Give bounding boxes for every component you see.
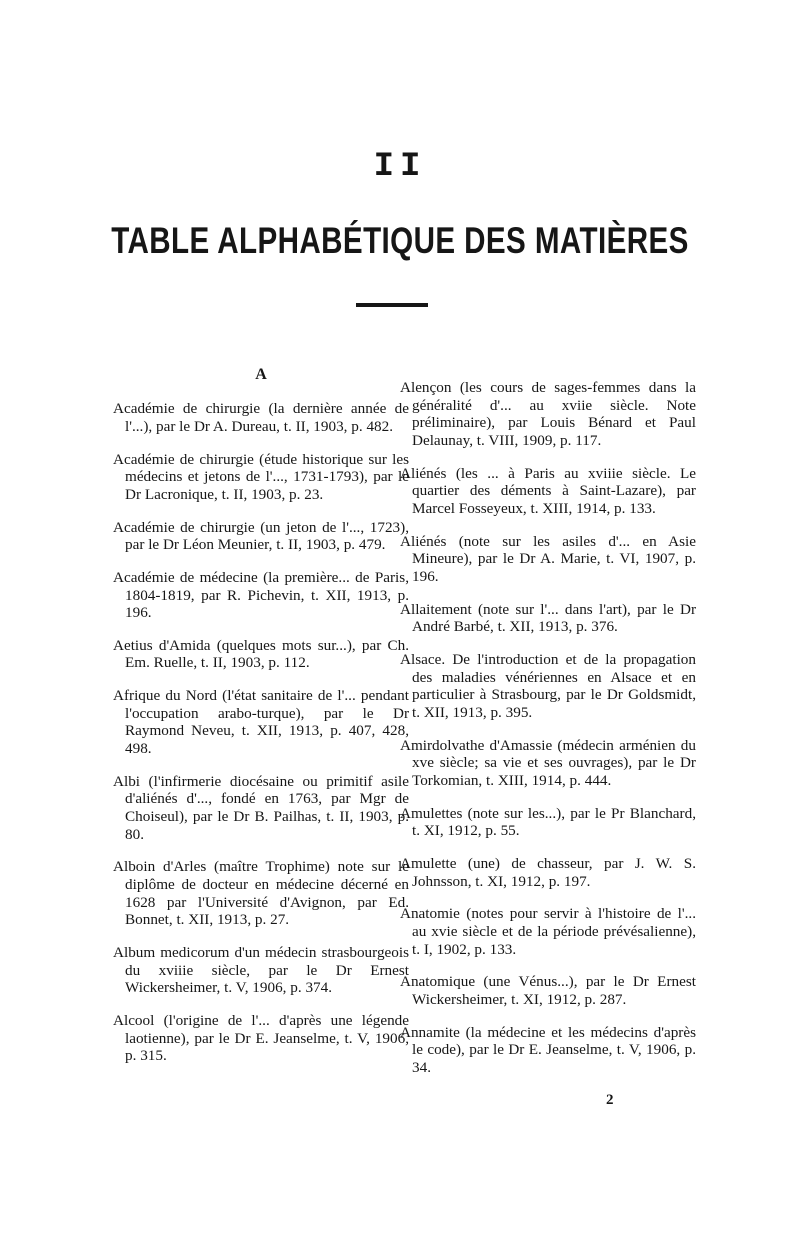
index-entry: Alcool (l'origine de l'... d'après une légende laotienne), par le Dr E. Jeanselme, t. V, 1906, p. 315. bbox=[113, 1011, 409, 1065]
right-column bbox=[400, 364, 696, 1082]
index-entry: Aliénés (les ... à Paris au xviiie siècle. Le quartier des déments à Saint-Lazare), par Marcel Fosseyeux, t. XIII, 1914, p. 133. bbox=[400, 464, 696, 517]
index-entry: Alençon (les cours de sages-femmes dans la généralité d'... au xviie siècle. Note préliminaire), par Louis Bénard et Paul Delaunay, t. VIII, 1909, p. 117. bbox=[400, 379, 696, 449]
index-entry: Afrique du Nord (l'état sanitaire de l'... pendant l'occupation arabo-turque), par le Dr Raymond Neveu, t. XII, 1913, p. 407, 428, 498. bbox=[113, 687, 409, 758]
index-entry: Anatomie (notes pour servir à l'histoire de l'... au xvie siècle et de la période prévésalienne), t. I, 1902, p. 133. bbox=[400, 905, 696, 958]
index-entry: Alsace. De l'introduction et de la propagation des maladies vénériennes en Alsace et en particulier à Strasbourg, par le Dr Goldsmidt, t. XII, 1913, p. 395. bbox=[400, 651, 696, 721]
index-entry: Amirdolvathe d'Amassie (médecin arménien du xve siècle; sa vie et ses ouvrages), par le Dr Torkomian, t. XIII, 1914, p. 444. bbox=[400, 736, 696, 789]
index-entry: Amulettes (note sur les...), par le Pr Blanchard, t. XI, 1912, p. 55. bbox=[400, 804, 696, 840]
index-entry: Aetius d'Amida (quelques mots sur...), par Ch. Em. Ruelle, t. II, 1903, p. 112. bbox=[113, 636, 409, 672]
index-entry: Académie de chirurgie (étude historique sur les médecins et jetons de l'..., 1731-1793), par le Dr Lacronique, t. II, 1903, p. 23. bbox=[113, 450, 409, 503]
index-entry: Annamite (la médecine et les médecins d'après le code), par le Dr E. Jeanselme, t. V, 1906, p. 34. bbox=[400, 1023, 696, 1076]
left-column bbox=[113, 364, 409, 1071]
index-entry: Album medicorum d'un médecin strasbourgeois du xviiie siècle, par le Dr Ernest Wickersheimer, t. V, 1906, p. 374. bbox=[113, 943, 409, 997]
page-number: 2 bbox=[606, 1092, 614, 1108]
index-entry: Académie de médecine (la première... de Paris, 1804-1819, par R. Pichevin, t. XII, 1913, p. 196. bbox=[113, 568, 409, 622]
index-entry: Albi (l'infirmerie diocésaine ou primitif asile d'aliénés d'..., fondé en 1763, par Mgr de Choiseul), par le Dr B. Pailhas, t. II, 1903, p. 80. bbox=[113, 772, 409, 843]
part-number: II bbox=[373, 148, 427, 186]
title-rule bbox=[356, 303, 428, 307]
index-entry: Académie de chirurgie (un jeton de l'..., 1723), par le Dr Léon Meunier, t. II, 1903, p. 479. bbox=[113, 518, 409, 554]
index-entry: Allaitement (note sur l'... dans l'art), par le Dr André Barbé, t. XII, 1913, p. 376. bbox=[400, 600, 696, 636]
index-entry: Académie de chirurgie (la dernière année de l'...), par le Dr A. Dureau, t. II, 1903, p. 482. bbox=[113, 400, 409, 435]
letter-heading: A bbox=[255, 366, 267, 383]
page-title: TABLE ALPHABÉTIQUE DES MATIÈRES bbox=[111, 220, 689, 261]
index-entry: Aliénés (note sur les asiles d'... en Asie Mineure), par le Dr A. Marie, t. VI, 1907, p. 196. bbox=[400, 532, 696, 585]
index-entry: Alboin d'Arles (maître Trophime) note sur le diplôme de docteur en médecine décerné en 1628 par l'Université d'Avignon, par Ed. Bonnet, t. XII, 1913, p. 27. bbox=[113, 858, 409, 929]
index-entry: Amulette (une) de chasseur, par J. W. S. Johnsson, t. XI, 1912, p. 197. bbox=[400, 854, 696, 890]
index-entry: Anatomique (une Vénus...), par le Dr Ernest Wickersheimer, t. XI, 1912, p. 287. bbox=[400, 973, 696, 1008]
